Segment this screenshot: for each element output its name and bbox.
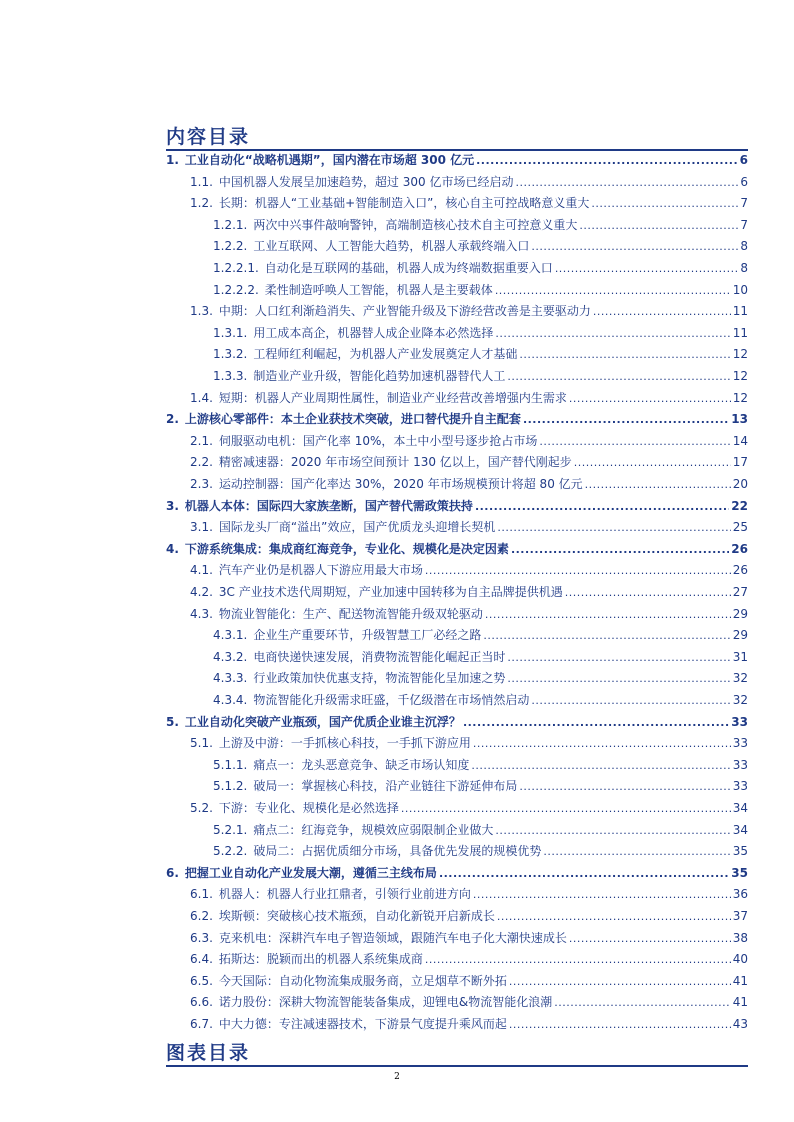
toc-entry-number: 4.3.	[190, 606, 213, 621]
toc-entry-title: 中期：人口红利渐趋消失、产业智能升级及下游经营改善是主要驱动力	[218, 304, 591, 319]
toc-entry-number: 1.2.2.2.	[213, 282, 259, 297]
toc-entry-title: 破局一：掌握核心科技，沿产业链往下游延伸布局	[253, 779, 518, 794]
toc-entry-title: 下游系统集成：集成商红海竞争，专业化、规模化是决定因素	[184, 541, 509, 556]
toc-entry-title: 伺服驱动电机：国产化率 10%，本土中小型号逐步抢占市场	[218, 433, 538, 448]
toc-entry[interactable]	[166, 539, 748, 560]
toc-leader-dots	[543, 841, 730, 862]
toc-leader-dots	[507, 647, 730, 668]
toc-entry-title: 工业自动化“战略机遇期”，国内潜在市场超 300 亿元	[184, 153, 475, 167]
toc-leader-dots	[509, 1014, 731, 1035]
toc-entry-page: 17	[732, 455, 748, 470]
toc-entry-title: 物流业智能化：生产、配送物流智能升级双轮驱动	[218, 606, 483, 621]
toc-entry-number: 1.3.1.	[213, 325, 248, 340]
toc-leader-dots	[439, 863, 729, 884]
toc-entry-number: 2.2.	[190, 455, 213, 470]
toc-leader-dots	[565, 582, 731, 603]
toc-leader-dots	[593, 301, 731, 322]
toc-entry-number: 4.3.3.	[213, 671, 248, 686]
toc-entry[interactable]	[190, 301, 748, 322]
toc-entry-title: 中国机器人发展呈加速趋势，超过 300 亿市场已经启动	[218, 174, 514, 189]
toc-entry[interactable]	[190, 431, 748, 452]
toc-entry[interactable]	[213, 344, 748, 365]
toc-entry[interactable]	[213, 236, 748, 257]
toc-entry-number: 5.1.	[190, 736, 213, 751]
toc-leader-dots	[507, 366, 730, 387]
toc-entry-page: 38	[732, 930, 748, 945]
toc-entry[interactable]	[213, 280, 748, 301]
figure-heading-rule	[166, 1065, 748, 1067]
toc-entry-number: 5.2.2.	[213, 844, 248, 859]
toc-entry-page: 6	[739, 153, 748, 167]
toc-entry-number: 1.2.2.1.	[213, 261, 259, 275]
toc-entry[interactable]	[190, 884, 748, 905]
toc-leader-dots	[531, 236, 738, 257]
toc-entry-title: 用工成本高企，机器替人成企业降本必然选择	[253, 325, 494, 340]
toc-entry[interactable]	[213, 647, 748, 668]
toc-entry-title: 自动化是互联网的基础，机器人成为终端数据重要入口	[264, 261, 553, 275]
toc-entry[interactable]	[190, 560, 748, 581]
toc-leader-dots	[476, 150, 738, 171]
toc-entry-page: 34	[732, 801, 748, 815]
toc-entry-title: 工业自动化突破产业瓶颈，国产优质企业谁主沉浮？	[184, 714, 461, 729]
toc-entry-number: 6.5.	[190, 973, 213, 988]
toc-entry[interactable]	[213, 215, 748, 236]
toc-entry[interactable]	[166, 863, 748, 884]
toc-entry-number: 3.	[166, 498, 179, 513]
toc-entry-page: 25	[732, 520, 748, 535]
toc-entry-page: 8	[740, 239, 748, 254]
toc-entry-title: 汽车产业仍是机器人下游应用最大市场	[218, 563, 423, 578]
toc-entry-page: 26	[732, 563, 748, 578]
toc-entry-title: 制造业产业升级，智能化趋势加速机器替代人工	[253, 369, 506, 383]
toc-entry-page: 7	[740, 217, 748, 232]
toc-entry-number: 1.2.1.	[213, 217, 248, 232]
toc-leader-dots	[531, 690, 730, 711]
toc-entry-number: 6.7.	[190, 1017, 213, 1031]
toc-entry[interactable]	[213, 366, 748, 387]
toc-entry-title: 中大力德：专注减速器技术，下游景气度提升乘风而起	[218, 1017, 507, 1031]
toc-entry-title: 埃斯顿：突破核心技术瓶颈，自动化新锐开启新成长	[218, 909, 495, 923]
toc-leader-dots	[463, 712, 729, 733]
toc-entry-title: 机器人：机器人行业扛鼎者，引领行业前进方向	[218, 887, 471, 902]
toc-entry-number: 4.3.2.	[213, 649, 248, 664]
toc-entry-number: 6.1.	[190, 887, 213, 902]
page-number: 2	[394, 1072, 400, 1082]
toc-entry[interactable]	[166, 712, 748, 733]
toc-entry[interactable]	[213, 668, 748, 689]
toc-entry-title: 行业政策加快优惠支持，物流智能化呈加速之势	[253, 671, 506, 686]
toc-entry-number: 5.1.2.	[213, 779, 248, 794]
toc-entry-number: 4.	[166, 541, 179, 556]
toc-entry-number: 5.2.1.	[213, 822, 248, 837]
toc-entry-title: 上游及中游：一手抓核心科技，一手抓下游应用	[218, 736, 471, 751]
toc-leader-dots	[569, 388, 731, 409]
toc-entry-page: 12	[732, 369, 748, 383]
toc-leader-dots	[495, 280, 731, 301]
toc-entry-number: 3.1.	[190, 520, 213, 535]
toc-entry-title: 把握工业自动化产业发展大潮，遵循三主线布局	[184, 865, 437, 880]
toc-entry[interactable]	[190, 733, 748, 754]
toc-entry[interactable]	[213, 323, 748, 344]
toc-entry-number: 2.	[166, 412, 179, 427]
toc-entry-page: 27	[732, 585, 748, 599]
toc-entry-title: 精密减速器：2020 年市场空间预计 130 亿以上，国产替代刚起步	[218, 455, 572, 470]
toc-leader-dots	[401, 798, 731, 819]
toc-leader-dots	[473, 884, 731, 905]
toc-entry-page: 34	[732, 822, 748, 837]
toc-entry-number: 1.	[166, 153, 179, 167]
toc-leader-dots	[497, 906, 731, 927]
toc-entry[interactable]	[190, 992, 748, 1013]
toc-leader-dots	[495, 820, 730, 841]
toc-leader-dots	[509, 971, 731, 992]
toc-leader-dots	[511, 539, 729, 560]
toc-entry-number: 6.4.	[190, 952, 213, 967]
toc-entry-page: 29	[732, 628, 748, 643]
toc-leader-dots	[554, 992, 730, 1013]
toc-entry-number: 4.1.	[190, 563, 213, 578]
toc-entry-title: 企业生产重要环节，升级智慧工厂必经之路	[253, 628, 482, 643]
toc-entry-number: 1.4.	[190, 390, 213, 405]
toc-entry[interactable]	[213, 690, 748, 711]
toc-heading: 内容目录	[166, 126, 251, 148]
toc-entry-page: 36	[732, 887, 748, 902]
toc-entry[interactable]	[213, 625, 748, 646]
toc-entry-number: 6.3.	[190, 930, 213, 945]
toc-entry-title: 长期：机器人“工业基础+智能制造入口”，核心自主可控战略意义重大	[218, 196, 590, 211]
toc-entry-title: 拓斯达：脱颖而出的机器人系统集成商	[218, 952, 423, 967]
toc-entry-page: 29	[732, 606, 748, 621]
toc-entry-number: 1.3.	[190, 304, 213, 319]
toc-entry-title: 今天国际：自动化物流集成服务商，立足烟草不断外拓	[218, 973, 507, 988]
toc-entry[interactable]	[190, 1014, 748, 1035]
toc-entry-page: 33	[732, 757, 748, 772]
toc-entry-page: 33	[731, 714, 748, 729]
toc-entry[interactable]	[166, 409, 748, 430]
toc-entry-title: 上游核心零部件：本土企业获技术突破，进口替代提升自主配套	[184, 412, 521, 427]
figure-heading: 图表目录	[166, 1042, 251, 1064]
toc-entry-page: 11	[732, 304, 748, 319]
toc-entry[interactable]	[190, 604, 748, 625]
toc-entry-page: 20	[732, 477, 748, 491]
toc-entry[interactable]	[213, 258, 748, 279]
toc-entry-page: 26	[731, 541, 748, 556]
toc-entry-title: 运动控制器：国产化率达 30%，2020 年市场规模预计将超 80 亿元	[218, 477, 583, 491]
toc-entry-page: 35	[732, 844, 748, 859]
toc-entry-number: 4.3.4.	[213, 693, 248, 707]
toc-entry[interactable]	[190, 172, 748, 193]
toc-entry-page: 32	[732, 693, 748, 707]
toc-entry-title: 工程师红利崛起，为机器人产业发展奠定人才基础	[253, 347, 518, 362]
toc-entry[interactable]	[213, 755, 748, 776]
toc-leader-dots	[523, 409, 729, 430]
toc-leader-dots	[539, 431, 730, 452]
toc-entry-title: 电商快递快速发展，消费物流智能化崛起正当时	[253, 649, 506, 664]
toc-entry-number: 6.6.	[190, 995, 213, 1010]
toc-entry[interactable]	[190, 388, 748, 409]
toc-entry-page: 37	[732, 909, 748, 923]
toc-entry-title: 工业互联网、人工智能大趋势，机器人承载终端入口	[253, 239, 530, 254]
toc-entry-number: 5.2.	[190, 801, 213, 815]
toc-entry-page: 32	[732, 671, 748, 686]
toc-entry-title: 短期：机器人产业周期性属性，制造业产业经营改善增强内生需求	[218, 390, 567, 405]
toc-entry-number: 2.3.	[190, 477, 213, 491]
toc-entry[interactable]	[190, 452, 748, 473]
toc-entry-title: 痛点一：龙头恶意竞争、缺乏市场认知度	[253, 757, 470, 772]
toc-entry-number: 1.1.	[190, 174, 213, 189]
toc-entry-page: 14	[732, 433, 748, 448]
toc-entry[interactable]	[213, 841, 748, 862]
toc-leader-dots	[579, 215, 738, 236]
toc-entry-page: 8	[740, 261, 748, 275]
toc-entry-title: 破局二：占据优质细分市场，具备优先发展的规模优势	[253, 844, 542, 859]
toc-entry-number: 1.2.2.	[213, 239, 248, 254]
toc-entry-title: 诺力股份：深耕大物流智能装备集成，迎锂电&物流智能化浪潮	[218, 995, 553, 1010]
toc-leader-dots	[425, 560, 731, 581]
toc-leader-dots	[515, 172, 738, 193]
toc-entry-number: 1.3.2.	[213, 347, 248, 362]
toc-entry-title: 国际龙头厂商“溢出”效应，国产优质龙头迎增长契机	[218, 520, 496, 535]
toc-entry[interactable]	[190, 971, 748, 992]
toc-entry-number: 5.	[166, 714, 179, 729]
toc-entry-page: 41	[732, 995, 748, 1010]
toc-entry[interactable]	[190, 906, 748, 927]
toc-leader-dots	[574, 452, 731, 473]
toc-entry-title: 机器人本体：国际四大家族垄断，国产替代需政策扶持	[184, 498, 473, 513]
toc-leader-dots	[425, 949, 731, 970]
toc-entry[interactable]	[190, 949, 748, 970]
toc-entry-number: 1.3.3.	[213, 369, 248, 383]
toc-leader-dots	[519, 776, 730, 797]
toc-leader-dots	[497, 517, 730, 538]
toc-entry-title: 下游：专业化、规模化是必然选择	[218, 801, 399, 815]
toc-entry-page: 33	[732, 779, 748, 794]
toc-entry-page: 41	[732, 973, 748, 988]
toc-entry-page: 7	[740, 196, 748, 211]
toc-entry-number: 1.2.	[190, 196, 213, 211]
toc-leader-dots	[507, 668, 730, 689]
toc-leader-dots	[555, 258, 739, 279]
toc-entry[interactable]	[190, 928, 748, 949]
toc-entry-page: 12	[732, 347, 748, 362]
toc-entry-page: 11	[732, 325, 748, 340]
toc-entry[interactable]	[166, 496, 748, 517]
toc-leader-dots	[591, 193, 738, 214]
toc-entry-page: 35	[731, 865, 748, 880]
toc-leader-dots	[569, 928, 731, 949]
toc-leader-dots	[475, 496, 729, 517]
toc-entry[interactable]	[190, 474, 748, 495]
toc-entry-page: 33	[732, 736, 748, 751]
toc-entry-title: 两次中兴事件敲响警钟，高端制造核心技术自主可控意义重大	[253, 217, 578, 232]
toc-leader-dots	[483, 625, 730, 646]
toc-leader-dots	[473, 733, 731, 754]
toc-entry-number: 4.2.	[190, 585, 213, 599]
toc-entry-page: 31	[732, 649, 748, 664]
toc-entry-number: 4.3.1.	[213, 628, 248, 643]
toc-entry-page: 22	[731, 498, 748, 513]
toc-entry-page: 43	[732, 1017, 748, 1031]
toc-entry-page: 40	[732, 952, 748, 967]
toc-entry[interactable]	[213, 820, 748, 841]
toc-leader-dots	[519, 344, 730, 365]
toc-entry-number: 6.	[166, 865, 179, 880]
toc-entry-title: 克来机电：深耕汽车电子智造领域，跟随汽车电子化大潮快速成长	[218, 930, 567, 945]
toc-entry-title: 痛点二：红海竞争，规模效应弱限制企业做大	[253, 822, 494, 837]
toc-entry[interactable]	[190, 582, 748, 603]
toc-entry-number: 6.2.	[190, 909, 213, 923]
toc-entry-page: 12	[732, 390, 748, 405]
toc-entry-page: 13	[731, 412, 748, 427]
toc-leader-dots	[495, 323, 730, 344]
toc-entry[interactable]	[190, 517, 748, 538]
toc-entry[interactable]	[190, 193, 748, 214]
toc-entry[interactable]	[190, 798, 748, 819]
toc-entry-title: 3C 产业技术迭代周期短，产业加速中国转移为自主品牌提供机遇	[218, 585, 563, 599]
toc-entry-number: 5.1.1.	[213, 757, 248, 772]
toc-entry-number: 2.1.	[190, 433, 213, 448]
toc-leader-dots	[471, 755, 730, 776]
toc-leader-dots	[585, 474, 731, 495]
toc-entry-page: 10	[732, 282, 748, 297]
toc-leader-dots	[485, 604, 731, 625]
toc-entry-page: 6	[740, 174, 748, 189]
toc-entry[interactable]	[166, 150, 748, 171]
toc-entry-title: 物流智能化升级需求旺盛，千亿级潜在市场悄然启动	[253, 693, 530, 707]
toc-entry-title: 柔性制造呼唤人工智能，机器人是主要载体	[264, 282, 493, 297]
toc-entry[interactable]	[213, 776, 748, 797]
